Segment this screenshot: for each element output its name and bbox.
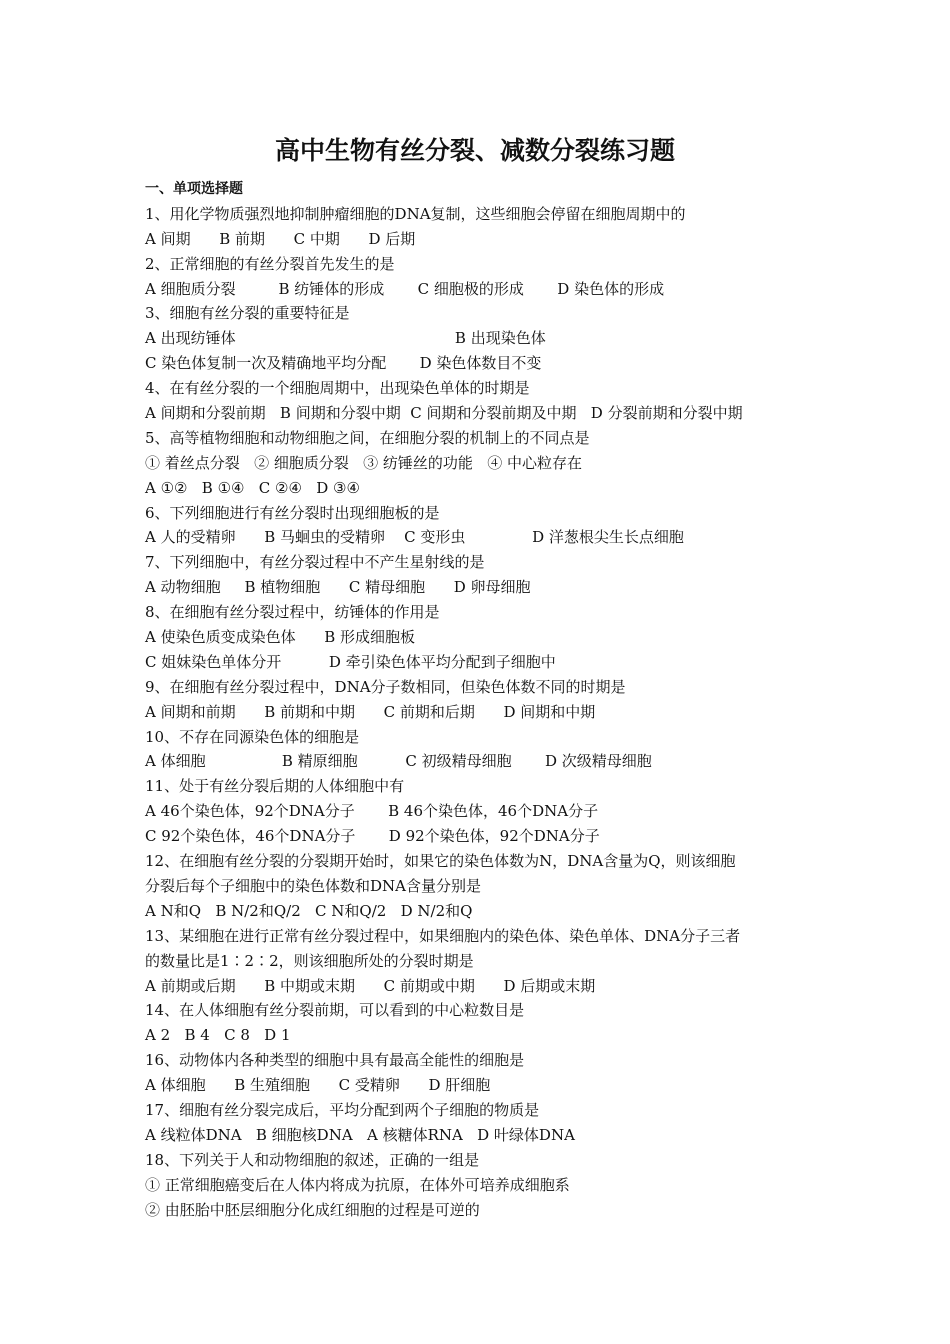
text-line: C 姐妹染色单体分开 D 牵引染色体平均分配到子细胞中 bbox=[145, 652, 556, 671]
text-line: A 出现纺锤体 B 出现染色体 bbox=[145, 329, 546, 348]
text-line: 7、下列细胞中，有丝分裂过程中不产生星射线的是 bbox=[145, 553, 485, 572]
text-line: A 线粒体DNA B 细胞核DNA A 核糖体RNA D 叶绿体DNA bbox=[145, 1125, 575, 1144]
text-line: A 使染色质变成染色体 B 形成细胞板 bbox=[145, 628, 416, 647]
text-line: 14、在人体细胞有丝分裂前期，可以看到的中心粒数目是 bbox=[145, 1001, 525, 1020]
text-line: 13、某细胞在进行正常有丝分裂过程中，如果细胞内的染色体、染色单体、DNA分子三者 bbox=[145, 926, 741, 945]
question-list bbox=[145, 177, 825, 1222]
text-line: C 染色体复制一次及精确地平均分配 D 染色体数目不变 bbox=[145, 354, 542, 373]
text-line: C 92个染色体，46个DNA分子 D 92个染色体，92个DNA分子 bbox=[145, 827, 600, 846]
text-line: 17、细胞有丝分裂完成后，平均分配到两个子细胞的物质是 bbox=[145, 1100, 540, 1119]
text-line: A 体细胞 B 生殖细胞 C 受精卵 D 肝细胞 bbox=[145, 1076, 491, 1095]
text-line: ② 由胚胎中胚层细胞分化成红细胞的过程是可逆的 bbox=[145, 1200, 480, 1219]
text-line: A 间期和分裂前期 B 间期和分裂中期 C 间期和分裂前期及中期 D 分裂前期和分裂中期 bbox=[145, 404, 743, 423]
text-line: 的数量比是1∶2∶2，则该细胞所处的分裂时期是 bbox=[145, 951, 474, 970]
section-heading: 一、单项选择题 bbox=[145, 181, 243, 197]
text-line: A 动物细胞 B 植物细胞 C 精母细胞 D 卵母细胞 bbox=[145, 578, 531, 597]
text-line: 3、细胞有丝分裂的重要特征是 bbox=[145, 304, 350, 323]
text-line: 10、不存在同源染色体的细胞是 bbox=[145, 727, 360, 746]
text-line: 8、在细胞有丝分裂过程中，纺锤体的作用是 bbox=[145, 603, 440, 622]
text-line: 6、下列细胞进行有丝分裂时出现细胞板的是 bbox=[145, 503, 440, 522]
text-line: A 前期或后期 B 中期或末期 C 前期或中期 D 后期或末期 bbox=[145, 976, 596, 995]
text-line: A 人的受精卵 B 马蛔虫的受精卵 C 变形虫 D 洋葱根尖生长点细胞 bbox=[145, 528, 684, 547]
text-line: A 2 B 4 C 8 D 1 bbox=[145, 1026, 291, 1045]
text-line: A 间期 B 前期 C 中期 D 后期 bbox=[145, 229, 416, 248]
text-line: 9、在细胞有丝分裂过程中，DNA分子数相同，但染色体数不同的时期是 bbox=[145, 677, 626, 696]
text-line: A 间期和前期 B 前期和中期 C 前期和后期 D 间期和中期 bbox=[145, 702, 596, 721]
text-line: 4、在有丝分裂的一个细胞周期中，出现染色单体的时期是 bbox=[145, 379, 530, 398]
text-line: 1、用化学物质强烈地抑制肿瘤细胞的DNA复制，这些细胞会停留在细胞周期中的 bbox=[145, 204, 686, 223]
text-line: 16、动物体内各种类型的细胞中具有最高全能性的细胞是 bbox=[145, 1051, 525, 1070]
text-line: 12、在细胞有丝分裂的分裂期开始时，如果它的染色体数为N，DNA含量为Q，则该细胞 bbox=[145, 852, 736, 871]
text-line: 2、正常细胞的有丝分裂首先发生的是 bbox=[145, 254, 395, 273]
text-line: A N和Q B N/2和Q/2 C N和Q/2 D N/2和Q bbox=[145, 901, 473, 920]
text-line: A ①② B ①④ C ②④ D ③④ bbox=[145, 478, 360, 497]
text-line: A 细胞质分裂 B 纺锤体的形成 C 细胞极的形成 D 染色体的形成 bbox=[145, 279, 665, 298]
text-line: 11、处于有丝分裂后期的人体细胞中有 bbox=[145, 777, 405, 796]
text-line: A 体细胞 B 精原细胞 C 初级精母细胞 D 次级精母细胞 bbox=[145, 752, 652, 771]
text-line: ① 着丝点分裂 ② 细胞质分裂 ③ 纺锤丝的功能 ④ 中心粒存在 bbox=[145, 453, 582, 472]
text-line: A 46个染色体，92个DNA分子 B 46个染色体，46个DNA分子 bbox=[145, 802, 599, 821]
text-line: ① 正常细胞癌变后在人体内将成为抗原，在体外可培养成细胞系 bbox=[145, 1175, 570, 1194]
text-line: 分裂后每个子细胞中的染色体数和DNA含量分别是 bbox=[145, 876, 481, 895]
text-line: 5、高等植物细胞和动物细胞之间，在细胞分裂的机制上的不同点是 bbox=[145, 428, 590, 447]
document-title: 高中生物有丝分裂、减数分裂练习题 bbox=[274, 136, 675, 165]
text-line: 18、下列关于人和动物细胞的叙述，正确的一组是 bbox=[145, 1150, 480, 1169]
